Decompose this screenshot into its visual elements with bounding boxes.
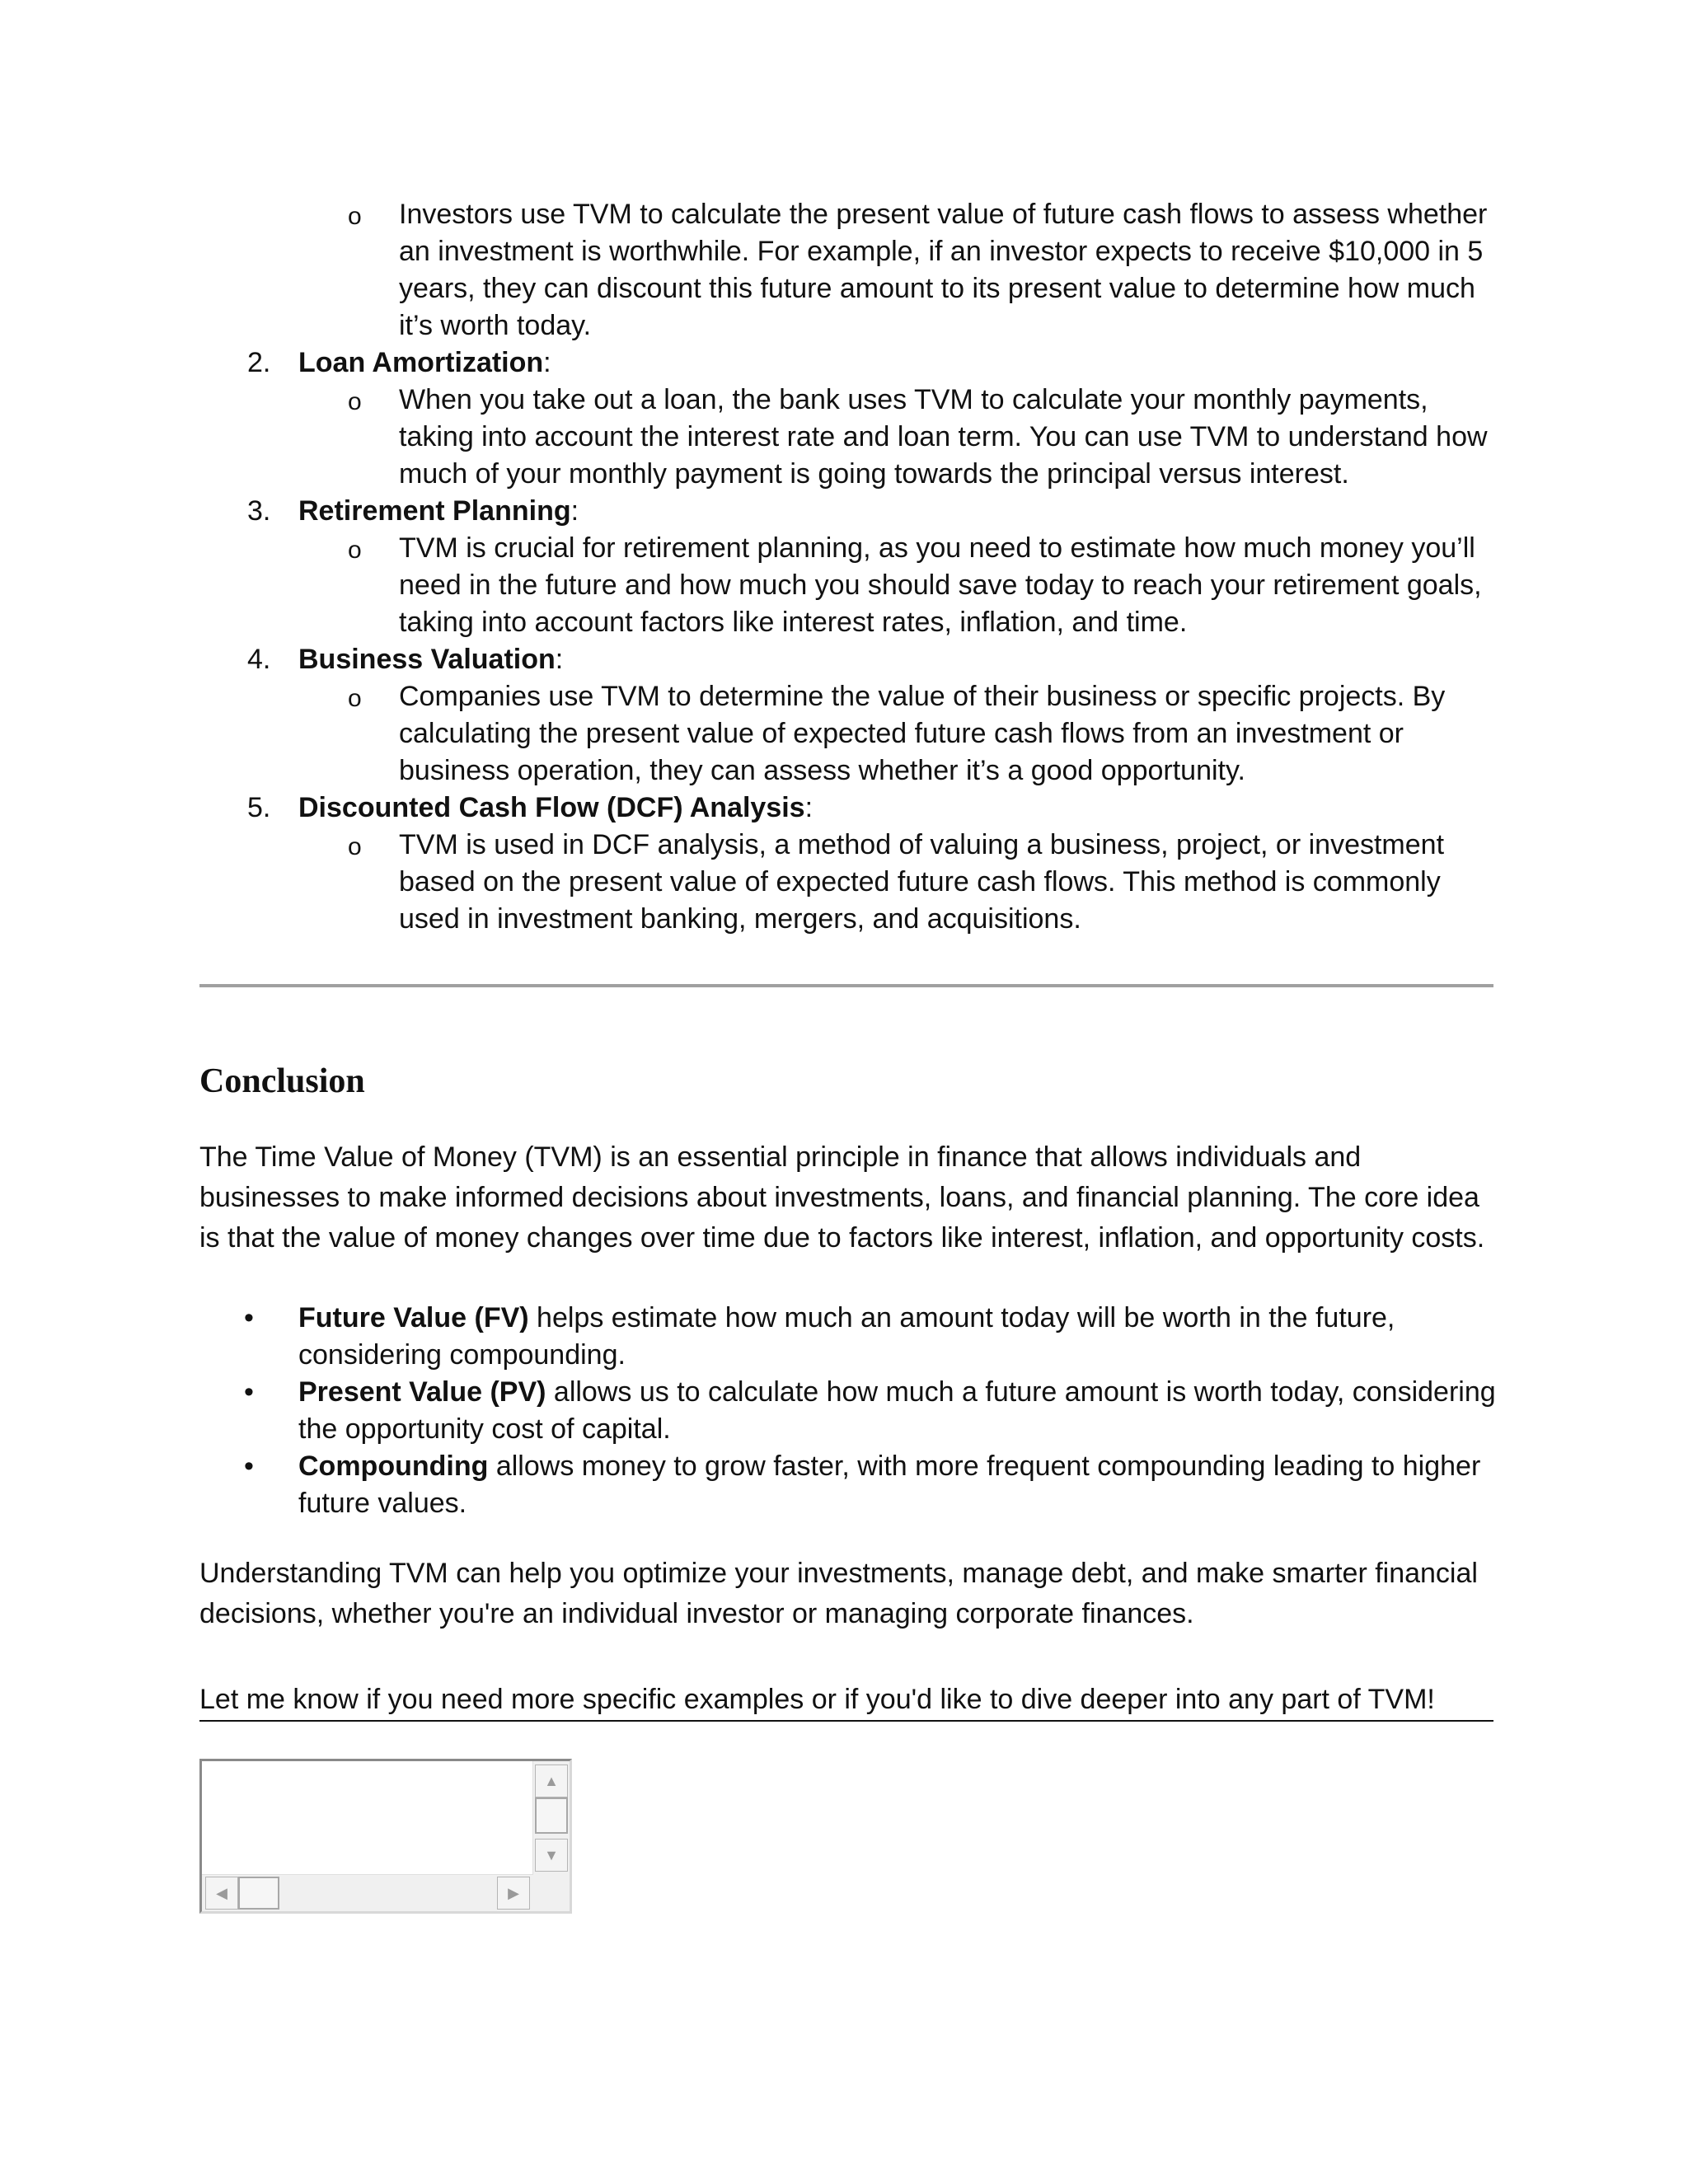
bullet-term: Compounding	[298, 1451, 489, 1482]
sub-item-text: TVM is crucial for retirement planning, as you need to estimate how much money you’ll need in the future and how much you should save today to reach your retirement goals, taking into account factors like interest rates, inflation, and time.	[399, 532, 1482, 638]
horizontal-scrollbar[interactable]	[202, 1874, 533, 1911]
list-sub-item	[199, 196, 1493, 344]
applications-list	[199, 196, 1493, 938]
bullet-marker: •	[244, 1376, 254, 1408]
sub-bullet-marker: o	[348, 833, 362, 860]
list-item-business-valuation	[199, 641, 1493, 678]
list-item-dcf-analysis	[199, 790, 1493, 827]
scroll-left-arrow-icon[interactable]: ◀	[205, 1877, 238, 1910]
scroll-right-arrow-icon[interactable]: ▶	[497, 1877, 530, 1910]
bullet-item-present-value	[199, 1374, 1498, 1448]
bullet-marker: •	[244, 1302, 254, 1333]
list-number: 2.	[247, 347, 271, 378]
list-sub-item	[199, 530, 1493, 641]
sub-bullet-marker: o	[348, 203, 362, 230]
bullet-item-future-value	[199, 1300, 1498, 1374]
summary-paragraph: Understanding TVM can help you optimize your investments, manage debt, and make smarter financial decisions, whether you're an individual investor or managing corporate finances.	[199, 1558, 1478, 1629]
list-number: 3.	[247, 495, 271, 527]
scroll-down-arrow-icon[interactable]: ▼	[535, 1839, 568, 1872]
bullet-marker: •	[244, 1451, 254, 1482]
bullet-text: allows money to grow faster, with more frequent compounding leading to higher future values.	[298, 1451, 1481, 1519]
list-number: 4.	[247, 644, 271, 675]
list-item-colon: :	[570, 495, 579, 527]
sub-item-text: TVM is used in DCF analysis, a method of valuing a business, project, or investment based on the present value of expected future cash flows. This method is commonly used in investment banking, mergers, and acquisitions.	[399, 829, 1445, 935]
horizontal-rule	[199, 984, 1493, 987]
list-sub-item	[199, 827, 1493, 938]
conclusion-bullet-list	[199, 1300, 1498, 1522]
sub-item-text: Companies use TVM to determine the value of their business or specific projects. By calculating the present value of expected future cash flows from an investment or business operation, they can assess whether it’s a good opportunity.	[399, 681, 1446, 786]
sub-item-text: When you take out a loan, the bank uses TVM to calculate your monthly payments, taking into account the interest rate and loan term. You can use TVM to understand how much of your monthly payment is going towards the principal versus interest.	[399, 384, 1488, 490]
bullet-term: Future Value (FV)	[298, 1302, 529, 1333]
bullet-text: allows us to calculate how much a future amount is worth today, considering the opportunity cost of capital.	[298, 1376, 1496, 1445]
list-item-colon: :	[804, 792, 814, 823]
list-sub-item	[199, 678, 1493, 790]
sub-bullet-marker: o	[348, 388, 362, 415]
text-area-content[interactable]	[207, 1765, 528, 1870]
list-sub-item	[199, 382, 1493, 493]
list-item-title: Discounted Cash Flow (DCF) Analysis	[298, 792, 805, 823]
list-item-colon: :	[543, 347, 551, 378]
section-heading-conclusion: Conclusion	[199, 1062, 365, 1100]
list-number: 5.	[247, 792, 271, 823]
horizontal-scroll-thumb[interactable]	[238, 1877, 279, 1910]
bullet-item-compounding	[199, 1448, 1498, 1522]
sub-bullet-marker: o	[348, 685, 362, 712]
sub-bullet-marker: o	[348, 537, 362, 564]
list-item-title: Business Valuation	[298, 644, 556, 675]
sub-item-text: Investors use TVM to calculate the present value of future cash flows to assess whether an investment is worthwhile. For example, if an investor expects to receive $10,000 in 5 years, they can discount this future amount to its present value to determine how much it’s worth today.	[399, 199, 1488, 341]
text-area[interactable]	[199, 1759, 572, 1914]
list-item-loan-amortization	[199, 344, 1493, 382]
scrollbar-corner	[533, 1875, 570, 1911]
list-item-title: Loan Amortization	[298, 347, 544, 378]
scroll-up-arrow-icon[interactable]: ▲	[535, 1765, 568, 1797]
bullet-term: Present Value (PV)	[298, 1376, 546, 1408]
list-item-retirement-planning	[199, 493, 1493, 530]
list-item-colon: :	[555, 644, 564, 675]
vertical-scroll-thumb[interactable]	[535, 1797, 568, 1834]
conclusion-paragraph: The Time Value of Money (TVM) is an essential principle in finance that allows individuals and businesses to make informed decisions about investments, loans, and financial planning. The core idea is that the value of money changes over time due to factors like interest, inflation, and opportunity costs.	[199, 1141, 1485, 1254]
bullet-text: helps estimate how much an amount today will be worth in the future, considering compounding.	[298, 1302, 1395, 1371]
list-item-title: Retirement Planning	[298, 495, 571, 527]
closing-line: Let me know if you need more specific examples or if you'd like to dive deeper into any part of TVM!	[199, 1681, 1493, 1722]
vertical-scrollbar[interactable]	[532, 1761, 570, 1875]
